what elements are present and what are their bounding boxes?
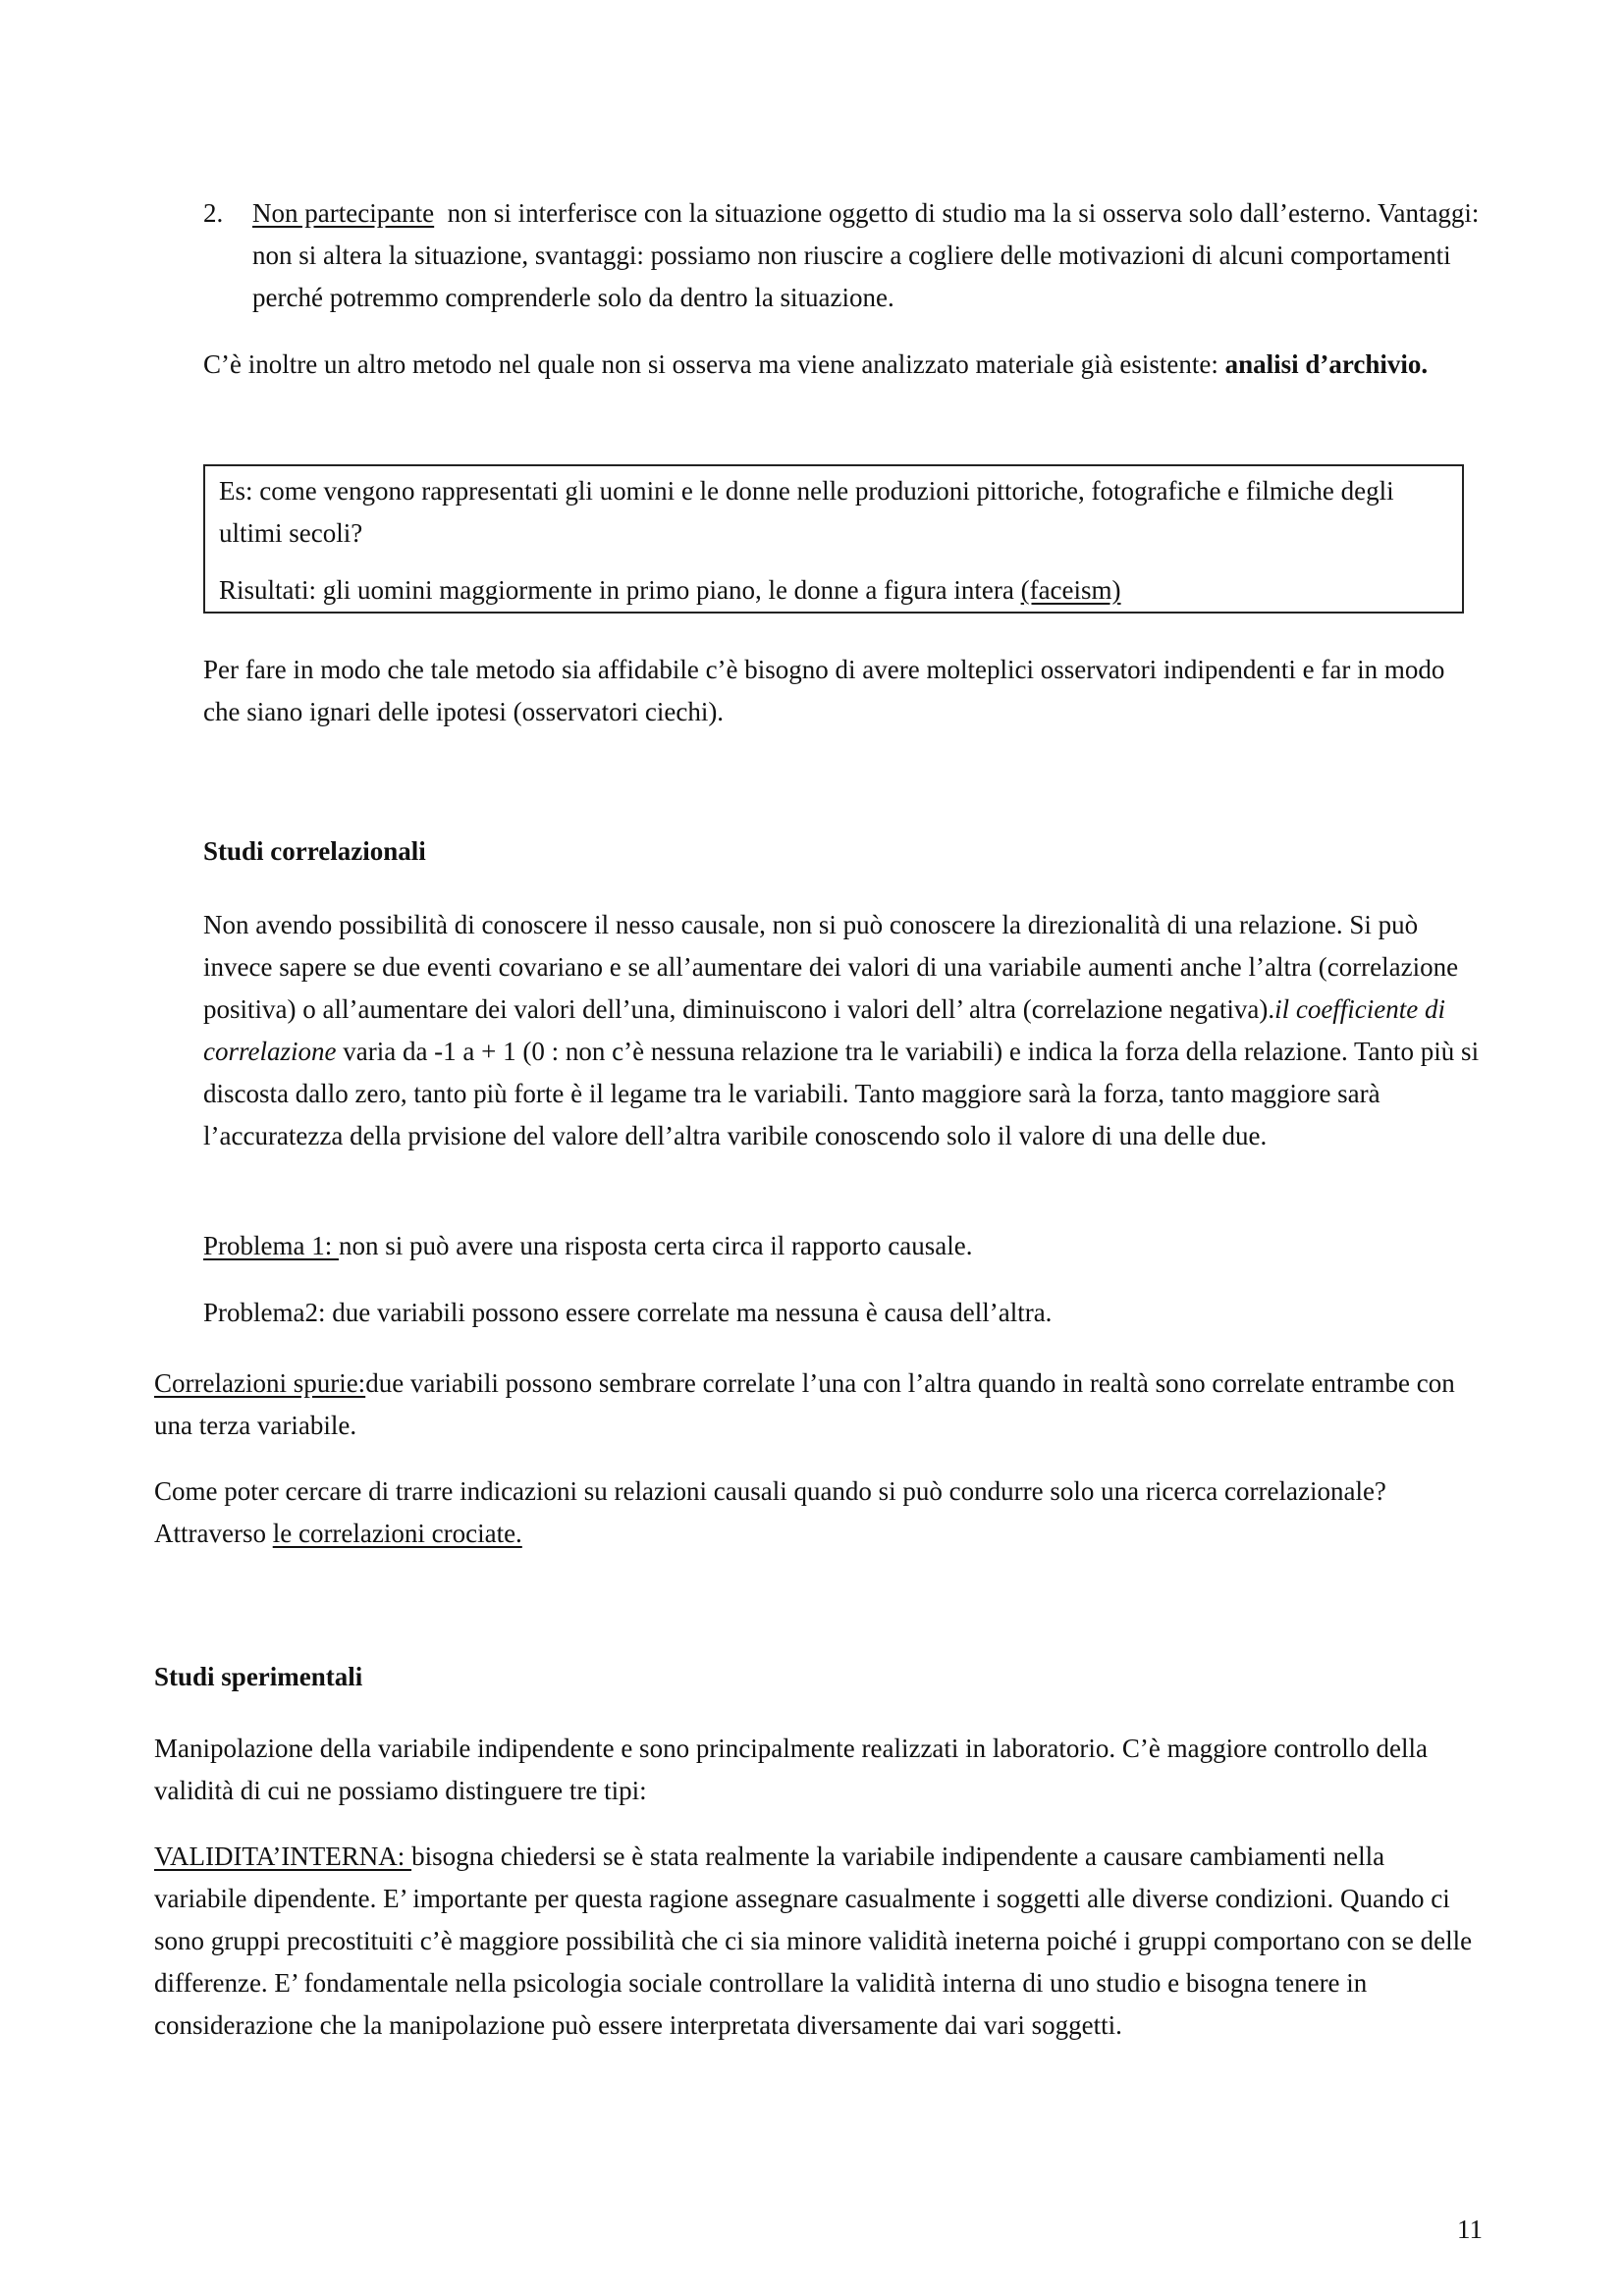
cross-correlations-term: le correlazioni crociate. [272,1519,522,1548]
archive-text: C’è inoltre un altro metodo nel quale non si osserva ma viene analizzato materiale già esistente: [203,349,1225,379]
validity-text: bisogna chiedersi se è stata realmente la variabile indipendente a causare cambiamenti nella variabile dipendente. E’ importante per questa ragione assegnare casualmente i soggetti alle diverse condizioni. Quando ci sono gruppi precostituiti c’è maggiore possibilità che ci sia minore validità ineterna poiché i gruppi comportano con se delle differenze. E’ fondamentale nella psicologia sociale controllare la validità interna di uno studio e bisogna tenere in considerazione che la manipolazione può essere interpretata diversamente dai vari soggetti. [154,1842,1473,2040]
results-text: Risultati: gli uomini maggiormente in primo piano, le donne a figura intera [219,575,1021,605]
faceism-term: (faceism) [1020,575,1121,605]
spurie-text: due variabili possono sembrare correlate l’una con l’altra quando in realtà sono correlate entrambe con una terza variabile. [154,1368,1455,1440]
spurious-correlations-paragraph [154,1362,1480,1447]
spurie-label: Correlazioni spurie: [154,1368,366,1398]
problem-2 [203,1292,1480,1334]
cross-text: Come poter cercare di trarre indicazioni su relazioni causali quando si può condurre solo una ricerca correlazionale? Attraverso [154,1476,1386,1548]
internal-validity-paragraph [154,1836,1480,2047]
list-item-text: non si interferisce con la situazione oggetto di studio ma la si osserva solo dall’esterno. Vantaggi: non si altera la situazione, svantaggi: possiamo non riuscire a cogliere delle motivazioni di alcuni comportamenti perché potremmo comprenderle solo da dentro la situazione. [252,198,1480,312]
experimental-paragraph: Manipolazione della variabile indipendente e sono principalmente realizzati in laboratorio. C’è maggiore controllo della validità di cui ne possiamo distinguere tre tipi: [154,1734,1429,1805]
heading-correlational-studies: Studi correlazionali [203,836,426,866]
example-box [203,464,1464,614]
problem-1-text: non si può avere una risposta certa circa il rapporto causale. [338,1231,973,1260]
problem-2-label: Problema2: [203,1298,333,1327]
reliability-paragraph: Per fare in modo che tale metodo sia affidabile c’è bisogno di avere molteplici osservatori indipendenti e far in modo che siano ignari delle ipotesi (osservatori ciechi). [203,655,1445,726]
cross-correlations-paragraph [154,1470,1480,1555]
validity-label: VALIDITA’INTERNA: [154,1842,412,1871]
problem-1 [203,1225,1480,1267]
corr-coefficient-term: il coefficiente di correlazione [203,994,1446,1066]
term-non-partecipante: Non partecipante [252,198,435,228]
page-number: 11 [1457,2215,1483,2244]
list-number: 2. [203,198,224,228]
example-results [219,574,1456,606]
archive-term: analisi d’archivio. [1224,349,1429,379]
archive-analysis-paragraph [203,344,1480,386]
correlational-paragraph [203,904,1480,1157]
corr-text-start: Non avendo possibilità di conoscere il nesso causale, non si può conoscere la direzionalità di una relazione. Si può invece sapere se due eventi covariano e se all’aumentare dei valori di una variabile aumenti anche l’altra (correlazione positiva) o all’aumentare dei valori dell’una, diminuiscono i valori dell’ altra (correlazione negativa). [203,910,1459,1024]
corr-text-end: varia da -1 a + 1 (0 : non c’è nessuna relazione tra le variabili) e indica la forza della relazione. Tanto più si discosta dallo zero, tanto più forte è il legame tra le variabili. Tanto maggiore sarà la forza, tanto maggiore sarà l’accuratezza della prvisione del valore dell’altra varibile conoscendo solo il valore di una delle due. [203,1037,1480,1150]
list-item-body [252,192,1480,319]
problem-2-text: due variabili possono essere correlate ma nessuna è causa dell’altra. [332,1298,1053,1327]
heading-experimental-studies: Studi sperimentali [154,1662,363,1691]
example-question: Es: come vengono rappresentati gli uomini e le donne nelle produzioni pittoriche, fotografiche e filmiche degli ultimi secoli? [219,476,1394,548]
list-item-non-participant [203,192,1480,319]
problem-1-label: Problema 1: [203,1231,339,1260]
